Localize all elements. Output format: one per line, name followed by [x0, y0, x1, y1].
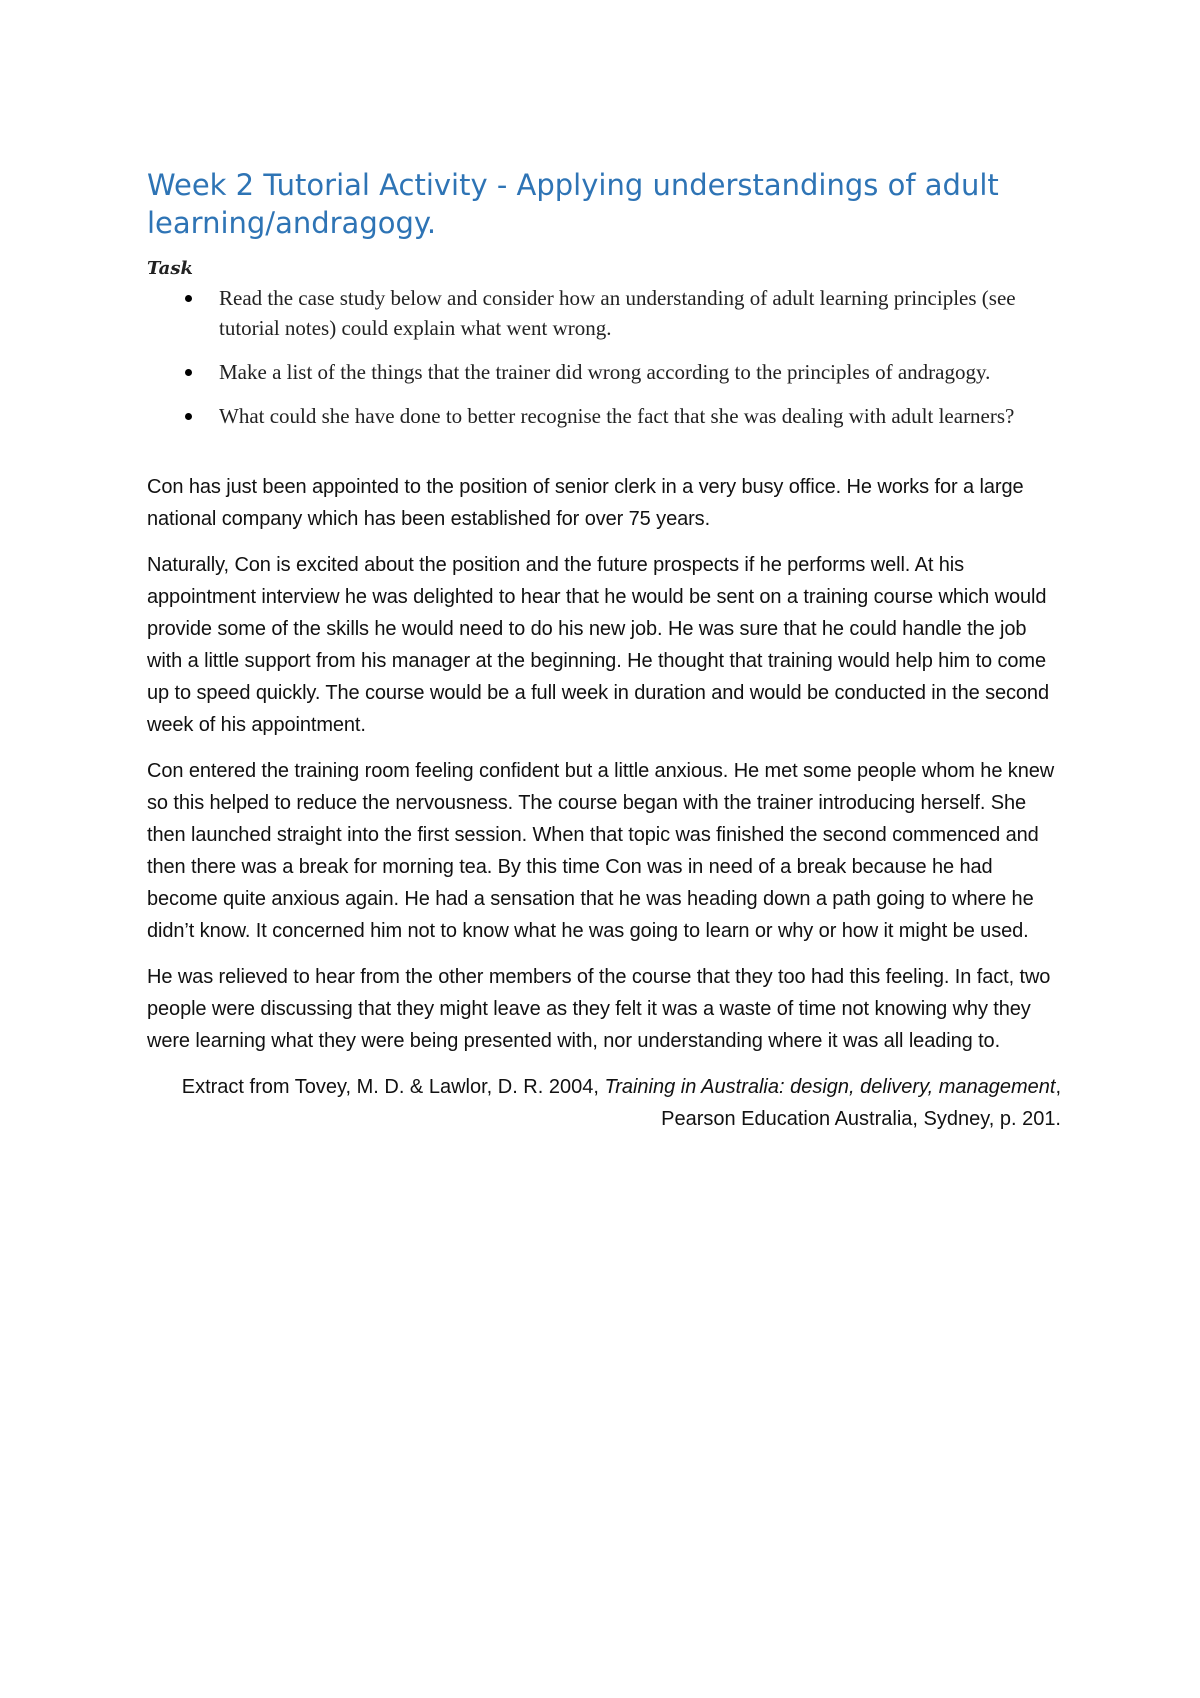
task-item-text: Make a list of the things that the trainer did wrong according to the principles of andragogy.: [219, 360, 991, 384]
task-item-text: What could she have done to better recognise the fact that she was dealing with adult learners?: [219, 404, 1015, 428]
document-title: Week 2 Tutorial Activity - Applying understandings of adult learning/andragogy.: [147, 168, 999, 240]
task-list: [147, 283, 1067, 431]
document-content: [147, 166, 1067, 1135]
citation-prefix: Extract from Tovey, M. D. & Lawlor, D. R. 2004,: [181, 1076, 605, 1098]
citation-book-title: Training in Australia: design, delivery, management: [604, 1076, 1056, 1098]
task-item: [147, 357, 1067, 387]
case-paragraph: He was relieved to hear from the other members of the course that they too had this feeling. In fact, two people were discussing that they might leave as they felt it was a waste of time not knowing why they were learning what they were being presented with, nor understanding where it was all leading to.: [147, 966, 1051, 1052]
bullet-icon: [185, 369, 192, 376]
task-item: [147, 401, 1067, 431]
task-item: [147, 283, 1067, 343]
bullet-icon: [185, 295, 192, 302]
citation: [147, 1071, 1067, 1135]
case-study: [147, 471, 1067, 1057]
citation-suffix: , Pearson Education Australia, Sydney, p. 201.: [661, 1076, 1061, 1130]
bullet-icon: [185, 413, 192, 420]
task-label: Task: [147, 258, 193, 279]
case-paragraph: Naturally, Con is excited about the position and the future prospects if he performs well. At his appointment interview he was delighted to hear that he would be sent on a training course which would provide some of the skills he would need to do his new job. He was sure that he could handle the job with a little support from his manager at the beginning. He thought that training would help him to come up to speed quickly. The course would be a full week in duration and would be conducted in the second week of his appointment.: [147, 554, 1049, 736]
case-paragraph: Con has just been appointed to the position of senior clerk in a very busy office. He works for a large national company which has been established for over 75 years.: [147, 476, 1024, 530]
task-item-text: Read the case study below and consider how an understanding of adult learning principles (see tutorial notes) could explain what went wrong.: [219, 286, 1016, 340]
case-paragraph: Con entered the training room feeling confident but a little anxious. He met some people whom he knew so this helped to reduce the nervousness. The course began with the trainer introducing herself. She then launched straight into the first session. When that topic was finished the second commenced and then there was a break for morning tea. By this time Con was in need of a break because he had become quite anxious again. He had a sensation that he was heading down a path going to where he didn’t know. It concerned him not to know what he was going to learn or why or how it might be used.: [147, 760, 1055, 942]
